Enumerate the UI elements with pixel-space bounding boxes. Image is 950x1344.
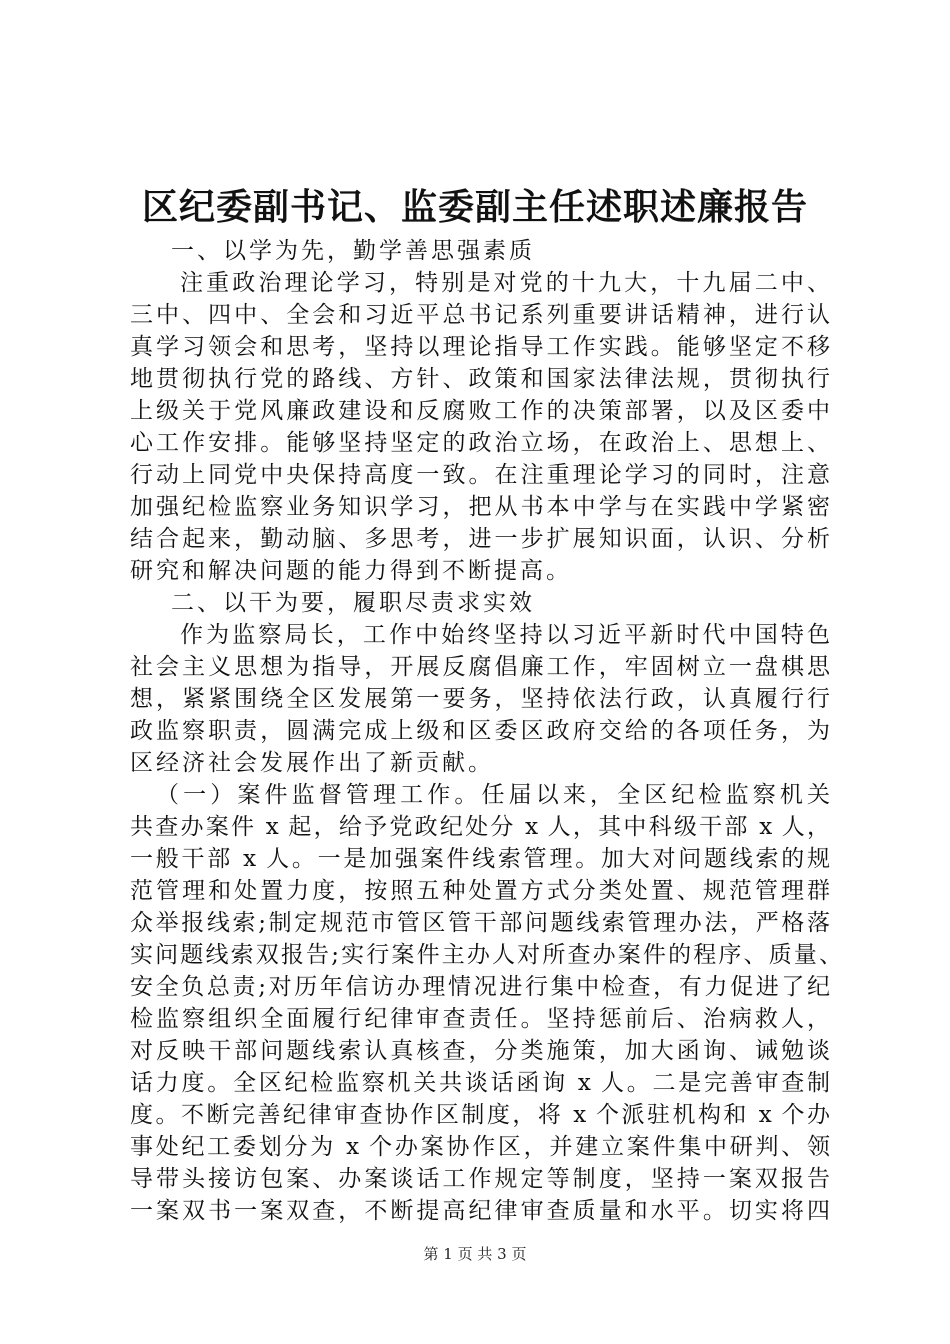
paragraph-line: 政监察职责，圆满完成上级和区委区政府交给的各项任务，为	[130, 718, 830, 744]
paragraph-line: 社会主义思想为指导，开展反腐倡廉工作，牢固树立一盘棋思	[130, 654, 830, 680]
paragraph-line: 结合起来，勤动脑、多思考，进一步扩展知识面，认识、分析	[130, 526, 830, 552]
section-heading-1: 一、以学为先，勤学善思强素质	[171, 238, 535, 264]
paragraph-line: 想，紧紧围绕全区发展第一要务，坚持依法行政，认真履行行	[130, 686, 830, 712]
paragraph-line: 对反映干部问题线索认真核查，分类施策，加大函询、诫勉谈	[130, 1038, 830, 1064]
paragraph-line: 检监察组织全面履行纪律审查责任。坚持惩前后、治病救人，	[130, 1006, 830, 1032]
paragraph-line: 三中、四中、全会和习近平总书记系列重要讲话精神，进行认	[130, 302, 830, 328]
paragraph-line: 加强纪检监察业务知识学习，把从书本中学与在实践中学紧密	[130, 494, 830, 520]
paragraph-line: 心工作安排。能够坚持坚定的政治立场，在政治上、思想上、	[130, 430, 830, 456]
paragraph-line: 真学习领会和思考，坚持以理论指导工作实践。能够坚定不移	[130, 334, 830, 360]
paragraph-line: 研究和解决问题的能力得到不断提高。	[130, 558, 572, 584]
paragraph-line: 实问题线索双报告;实行案件主办人对所查办案件的程序、质量、	[130, 942, 842, 968]
paragraph-line: 地贯彻执行党的路线、方针、政策和国家法律法规，贯彻执行	[130, 366, 830, 392]
paragraph-line: 上级关于党风廉政建设和反腐败工作的决策部署，以及区委中	[130, 398, 830, 424]
section-heading-2: 二、以干为要，履职尽责求实效	[171, 590, 535, 616]
page-number: 第 1 页 共 3 页	[423, 1245, 527, 1263]
paragraph-line: 行动上同党中央保持高度一致。在注重理论学习的同时，注意	[130, 462, 830, 488]
paragraph-line: 一般干部 x 人。一是加强案件线索管理。加大对问题线索的规	[130, 846, 830, 872]
document-title: 区纪委副书记、监委副主任述职述廉报告	[141, 186, 808, 228]
paragraph-line: 事处纪工委划分为 x 个办案协作区，并建立案件集中研判、领	[130, 1134, 830, 1160]
paragraph-line: 一案双书一案双查，不断提高纪律审查质量和水平。切实将四	[130, 1198, 830, 1224]
paragraph-line: 度。不断完善纪律审查协作区制度，将 x 个派驻机构和 x 个办	[130, 1102, 830, 1128]
paragraph-line: 区经济社会发展作出了新贡献。	[130, 750, 494, 776]
paragraph-line: 注重政治理论学习，特别是对党的十九大，十九届二中、	[180, 270, 830, 296]
paragraph-line: 共查办案件 x 起，给予党政纪处分 x 人，其中科级干部 x 人，	[130, 814, 830, 840]
paragraph-line: （一）案件监督管理工作。任届以来，全区纪检监察机关	[156, 782, 830, 808]
paragraph-line: 安全负总责;对历年信访办理情况进行集中检查，有力促进了纪	[130, 974, 830, 1000]
paragraph-line: 众举报线索;制定规范市管区管干部问题线索管理办法，严格落	[130, 910, 830, 936]
paragraph-line: 话力度。全区纪检监察机关共谈话函询 x 人。二是完善审查制	[130, 1070, 830, 1096]
paragraph-line: 导带头接访包案、办案谈话工作规定等制度，坚持一案双报告	[130, 1166, 830, 1192]
paragraph-line: 范管理和处置力度，按照五种处置方式分类处置、规范管理群	[130, 878, 830, 904]
paragraph-line: 作为监察局长，工作中始终坚持以习近平新时代中国特色	[180, 622, 830, 648]
